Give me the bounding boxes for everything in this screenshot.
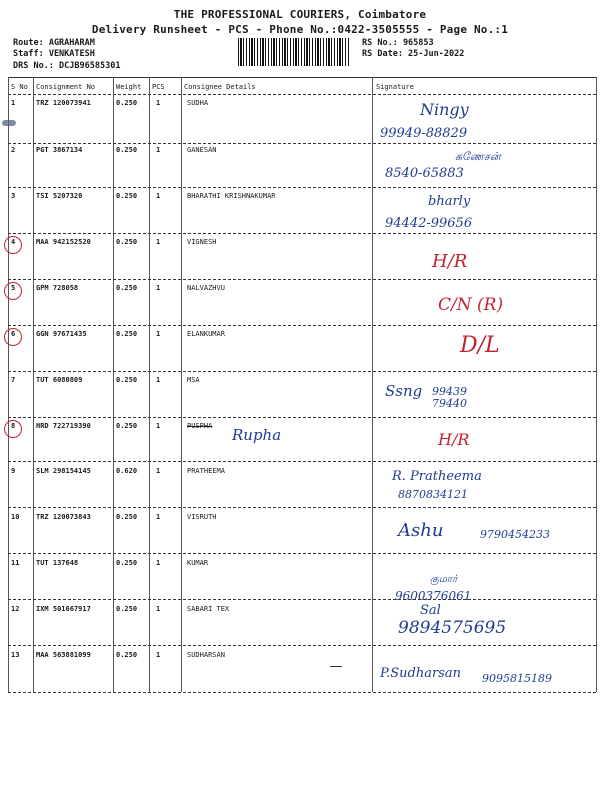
row-consignee: VIGNESH: [187, 238, 217, 246]
row-consignment: SLM 298154145: [36, 467, 91, 475]
signature-phone: 9095815189: [482, 672, 552, 685]
status-mark: H/R: [432, 251, 468, 272]
row-weight: 0.250: [116, 238, 138, 246]
row-weight: 0.250: [116, 376, 138, 384]
row-weight: 0.250: [116, 559, 138, 567]
col-header-consignment: Consignment No: [36, 83, 96, 91]
col-header-sno: S No: [11, 83, 28, 91]
signature: கணேசன்: [455, 150, 501, 163]
col-header-pcs: PCS: [152, 83, 165, 91]
barcode: [238, 38, 350, 66]
signature: R. Pratheema: [392, 469, 482, 484]
row-sno: 6: [11, 330, 16, 338]
signature-phone: 8540-65883: [385, 166, 464, 181]
row-consignment: GGN 97671435: [36, 330, 87, 338]
row-sno: 8: [11, 422, 16, 430]
row-separator: [8, 553, 596, 554]
signature: Ashu: [398, 520, 444, 541]
row-weight: 0.250: [116, 651, 138, 659]
row-separator: [8, 371, 596, 372]
row-consignee: PRATHEEMA: [187, 467, 225, 475]
row-separator: [8, 507, 596, 508]
row-weight: 0.250: [116, 192, 138, 200]
row-pcs: 1: [156, 376, 161, 384]
row-weight: 0.620: [116, 467, 138, 475]
signature-phone: 8870834121: [398, 488, 468, 501]
drs-number: DRS No.: DCJB96585301: [13, 61, 121, 71]
row-sno: 2: [11, 146, 16, 154]
row-consignment: HRD 722719390: [36, 422, 91, 430]
signature-phone: 9894575695: [398, 618, 507, 638]
signature: Sal: [420, 603, 441, 618]
row-consignee: VISRUTH: [187, 513, 217, 521]
row-separator: [8, 143, 596, 144]
runsheet-title: THE PROFESSIONAL COURIERS, Coimbatore: [173, 8, 427, 21]
signature-phone: 94442-99656: [385, 216, 473, 231]
col-divider: [596, 77, 597, 692]
row-separator: [8, 279, 596, 280]
signature-phone: 9600376061: [395, 589, 472, 603]
row-weight: 0.250: [116, 422, 138, 430]
status-mark: D/L: [460, 333, 500, 358]
rs-number: RS No.: 965853: [362, 38, 434, 48]
row-pcs: 1: [156, 467, 161, 475]
row-consignee: KUMAR: [187, 559, 209, 567]
row-separator: [8, 417, 596, 418]
row-consignment: TRZ 120073941: [36, 99, 91, 107]
row-consignment: IXM 501667917: [36, 605, 91, 613]
row-pcs: 1: [156, 422, 161, 430]
row-weight: 0.250: [116, 99, 138, 107]
row-consignment: MAA 563881099: [36, 651, 91, 659]
row-consignee: PUSPHA: [187, 422, 213, 430]
row-separator: [8, 233, 596, 234]
row-sno: 13: [11, 651, 20, 659]
row-separator: [8, 461, 596, 462]
row-consignee: SUDHARSAN: [187, 651, 225, 659]
row-pcs: 1: [156, 146, 161, 154]
row-sno: 3: [11, 192, 16, 200]
row-sno: 5: [11, 284, 16, 292]
signature: Ningy: [420, 100, 469, 119]
dash-mark: [330, 666, 342, 667]
row-pcs: 1: [156, 238, 161, 246]
row-consignee: BHARATHI KRISHNAKUMAR: [187, 192, 276, 200]
row-consignee: NALVAZHVU: [187, 284, 225, 292]
row-consignee: SUDHA: [187, 99, 209, 107]
row-weight: 0.250: [116, 605, 138, 613]
row-sno: 10: [11, 513, 20, 521]
row-pcs: 1: [156, 651, 161, 659]
signature-phone: 99439 79440: [432, 385, 467, 410]
signature: குமார்: [430, 574, 458, 585]
route-label: Route: AGRAHARAM: [13, 38, 95, 48]
row-consignment: TSI 5207320: [36, 192, 83, 200]
row-pcs: 1: [156, 284, 161, 292]
col-header-consignee: Consignee Details: [184, 83, 256, 91]
status-mark: C/N (R): [438, 295, 504, 315]
table-bottom-border: [8, 692, 596, 693]
signature: bharly: [428, 194, 471, 209]
row-sno: 11: [11, 559, 20, 567]
table-top-border: [8, 77, 596, 78]
signature-phone: 99949-88829: [380, 126, 468, 141]
row-consignee: MSA: [187, 376, 200, 384]
row-weight: 0.250: [116, 284, 138, 292]
col-header-signature: Signature: [376, 83, 414, 91]
row-sno: 7: [11, 376, 16, 384]
rs-date: RS Date: 25-Jun-2022: [362, 49, 465, 59]
signature: P.Sudharsan: [380, 666, 461, 681]
row-weight: 0.250: [116, 330, 138, 338]
row-consignment: PGT 3867134: [36, 146, 83, 154]
row-weight: 0.250: [116, 513, 138, 521]
row-consignee: SABARI TEX: [187, 605, 230, 613]
row-pcs: 1: [156, 605, 161, 613]
col-header-weight: Weight: [116, 83, 142, 91]
row-separator: [8, 645, 596, 646]
row-sno: 1: [11, 99, 16, 107]
row-separator: [8, 325, 596, 326]
row-pcs: 1: [156, 513, 161, 521]
row-pcs: 1: [156, 99, 161, 107]
runsheet-subtitle: Delivery Runsheet - PCS - Phone No.:0422-3505555 - Page No.:1: [91, 23, 509, 36]
row-weight: 0.250: [116, 146, 138, 154]
row-pcs: 1: [156, 192, 161, 200]
signature-phone: 9790454233: [480, 528, 550, 541]
header-separator: [8, 94, 596, 95]
row-pcs: 1: [156, 559, 161, 567]
row-sno: 9: [11, 467, 16, 475]
handwritten-correction: Rupha: [232, 426, 282, 444]
staff-label: Staff: VENKATESH: [13, 49, 95, 59]
row-consignment: GPM 728058: [36, 284, 79, 292]
status-mark: H/R: [438, 430, 470, 449]
row-consignment: TRZ 120073843: [36, 513, 91, 521]
row-sno: 4: [11, 238, 16, 246]
scan-smudge: [2, 120, 16, 126]
row-separator: [8, 187, 596, 188]
signature: Ssng: [385, 382, 423, 400]
row-pcs: 1: [156, 330, 161, 338]
row-consignee: GANESAN: [187, 146, 217, 154]
row-consignment: MAA 942152520: [36, 238, 91, 246]
row-separator: [8, 599, 596, 600]
row-sno: 12: [11, 605, 20, 613]
row-consignment: TUT 137648: [36, 559, 79, 567]
row-consignment: TUT 6080809: [36, 376, 83, 384]
row-consignee: ELANKUMAR: [187, 330, 225, 338]
